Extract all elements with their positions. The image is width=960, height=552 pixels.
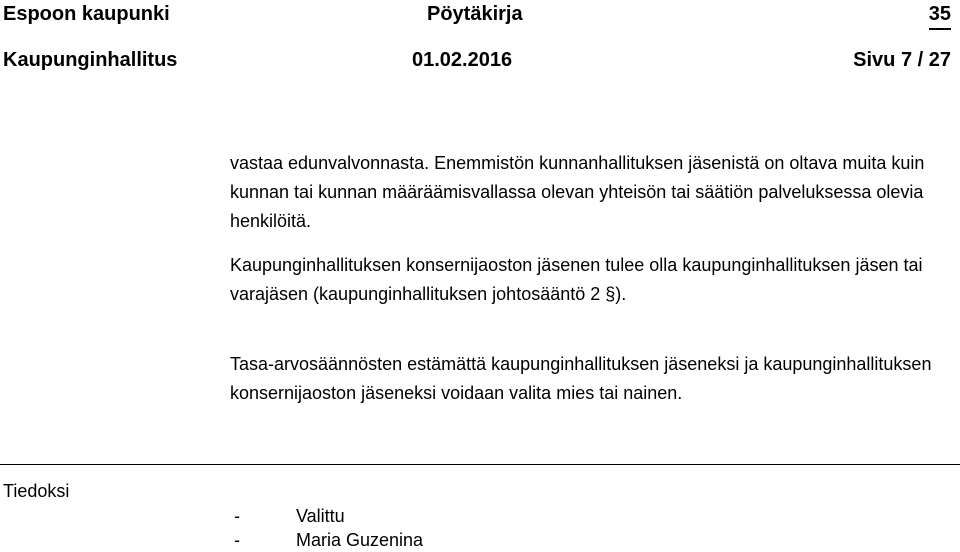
- list-item-text: Maria Guzenina: [296, 530, 424, 550]
- list-item-text: Valittu: [296, 506, 345, 526]
- section-divider: [0, 464, 960, 465]
- committee-name: Kaupunginhallitus: [3, 49, 178, 71]
- organization-name: Espoon kaupunki: [3, 3, 170, 25]
- list-dash: -: [234, 506, 240, 526]
- meeting-date: 01.02.2016: [412, 49, 513, 71]
- notices-list: [234, 504, 423, 552]
- page-indicator: Sivu 7 / 27: [853, 49, 951, 71]
- body-paragraph: Tasa-arvosäännösten estämättä kaupunginhallituksen jäseneksi ja kaupunginhallituksen konsernijaoston jäseneksi voidaan valita mies tai nainen.: [230, 354, 932, 403]
- section-number: 35: [929, 2, 951, 30]
- body-paragraph: Kaupunginhallituksen konsernijaoston jäsenen tulee olla kaupunginhallituksen jäsen tai varajäsen (kaupunginhallituksen johtosääntö 2 §).: [230, 255, 923, 304]
- document-type: Pöytäkirja: [427, 3, 523, 25]
- notices-label: Tiedoksi: [3, 481, 70, 501]
- body-paragraph: vastaa edunvalvonnasta. Enemmistön kunnanhallituksen jäsenistä on oltava muita kuin kunnan tai kunnan määräämisvallassa olevan yhteisön tai säätiön palveluksessa olevia henkilöitä.: [230, 153, 925, 231]
- list-item: [234, 528, 423, 552]
- list-item: [234, 504, 423, 528]
- list-dash: -: [234, 530, 240, 550]
